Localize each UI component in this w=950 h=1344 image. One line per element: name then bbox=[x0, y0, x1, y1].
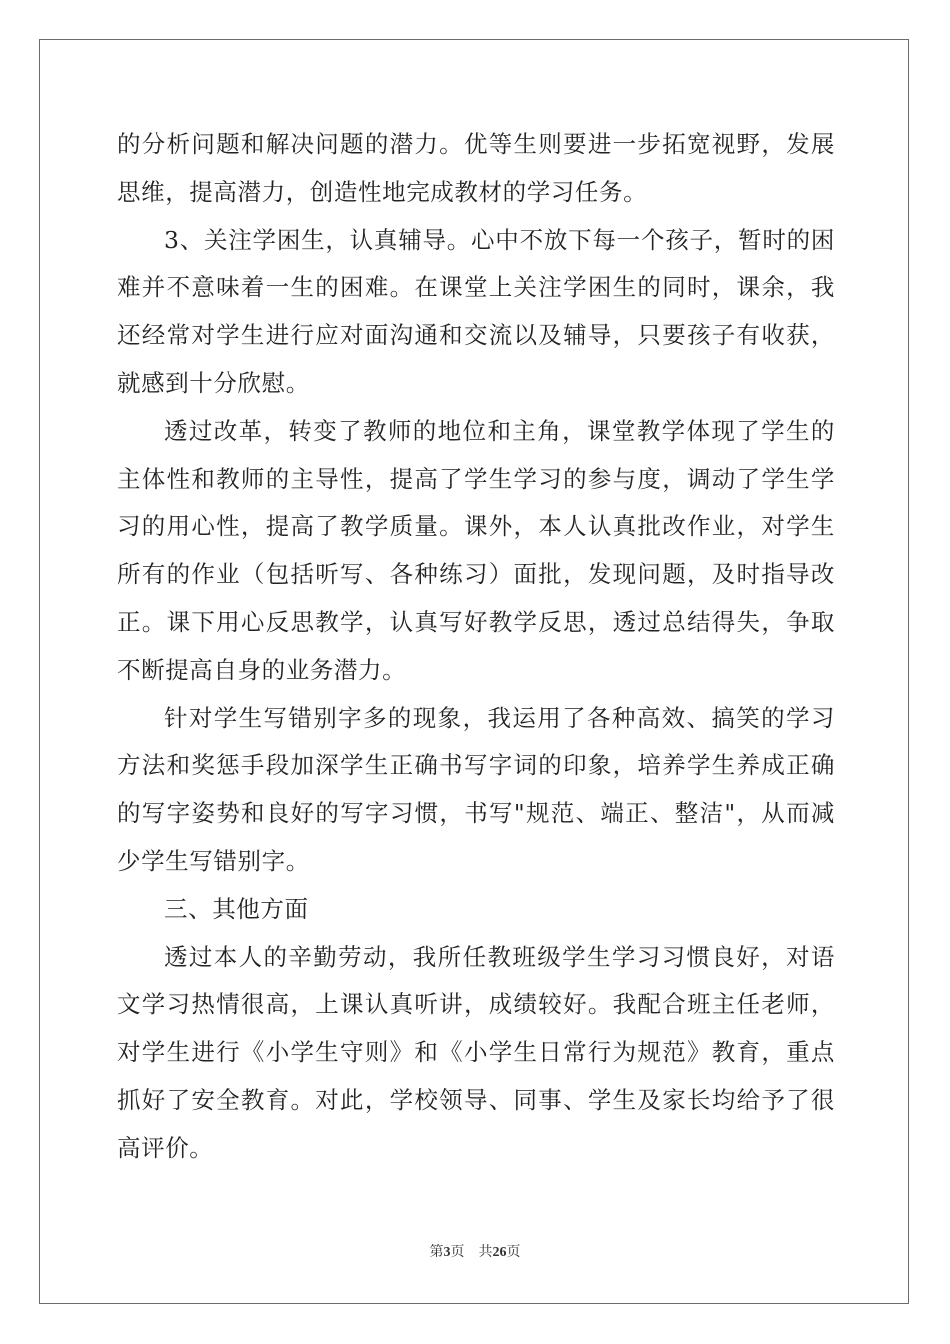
section-heading: 三、其他方面 bbox=[164, 894, 309, 923]
paragraph-1: 的分析问题和解决问题的潜力。优等生则要进一步拓宽视野，发展思维，提高潜力，创造性地完成教材的学习任务。 bbox=[117, 130, 835, 206]
page-footer bbox=[0, 1241, 950, 1261]
total-pages: 26 bbox=[492, 1245, 507, 1260]
paragraph-5: 透过本人的辛勤劳动，我所任教班级学生学习习惯良好，对语文学习热情很高，上课认真听讲，成绩较好。我配合班主任老师，对学生进行《小学生守则》和《小学生日常行为规范》教育，重点抓好了安全教育。对此，学校领导、同事、学生及家长均给予了很高评价。 bbox=[117, 942, 835, 1162]
page-suffix: 页 bbox=[450, 1244, 465, 1260]
page-number: 3 bbox=[443, 1245, 451, 1260]
total-suffix: 页 bbox=[506, 1244, 521, 1260]
paragraph-2: 3、关注学困生，认真辅导。心中不放下每一个孩子，暂时的困难并不意味着一生的困难。在课堂上关注学困生的同时，课余，我还经常对学生进行应对面沟通和交流以及辅导，只要孩子有收获，就感到十分欣慰。 bbox=[117, 225, 835, 397]
document-body bbox=[117, 121, 835, 1173]
page-prefix: 第 bbox=[429, 1244, 444, 1260]
paragraph-3: 透过改革，转变了教师的地位和主角，课堂教学体现了学生的主体性和教师的主导性，提高了学生学习的参与度，调动了学生学习的用心性，提高了教学质量。课外，本人认真批改作业，对学生所有的作业（包括听写、各种练习）面批，发现问题，及时指导改正。课下用心反思教学，认真写好教学反思，透过总结得失，争取不断提高自身的业务潜力。 bbox=[117, 416, 835, 684]
total-prefix: 共 bbox=[478, 1244, 493, 1260]
paragraph-4: 针对学生写错别字多的现象，我运用了各种高效、搞笑的学习方法和奖惩手段加深学生正确书写字词的印象，培养学生养成正确的写字姿势和良好的写字习惯，书写"规范、端正、整洁"，从而减少学生写错别字。 bbox=[117, 703, 835, 875]
